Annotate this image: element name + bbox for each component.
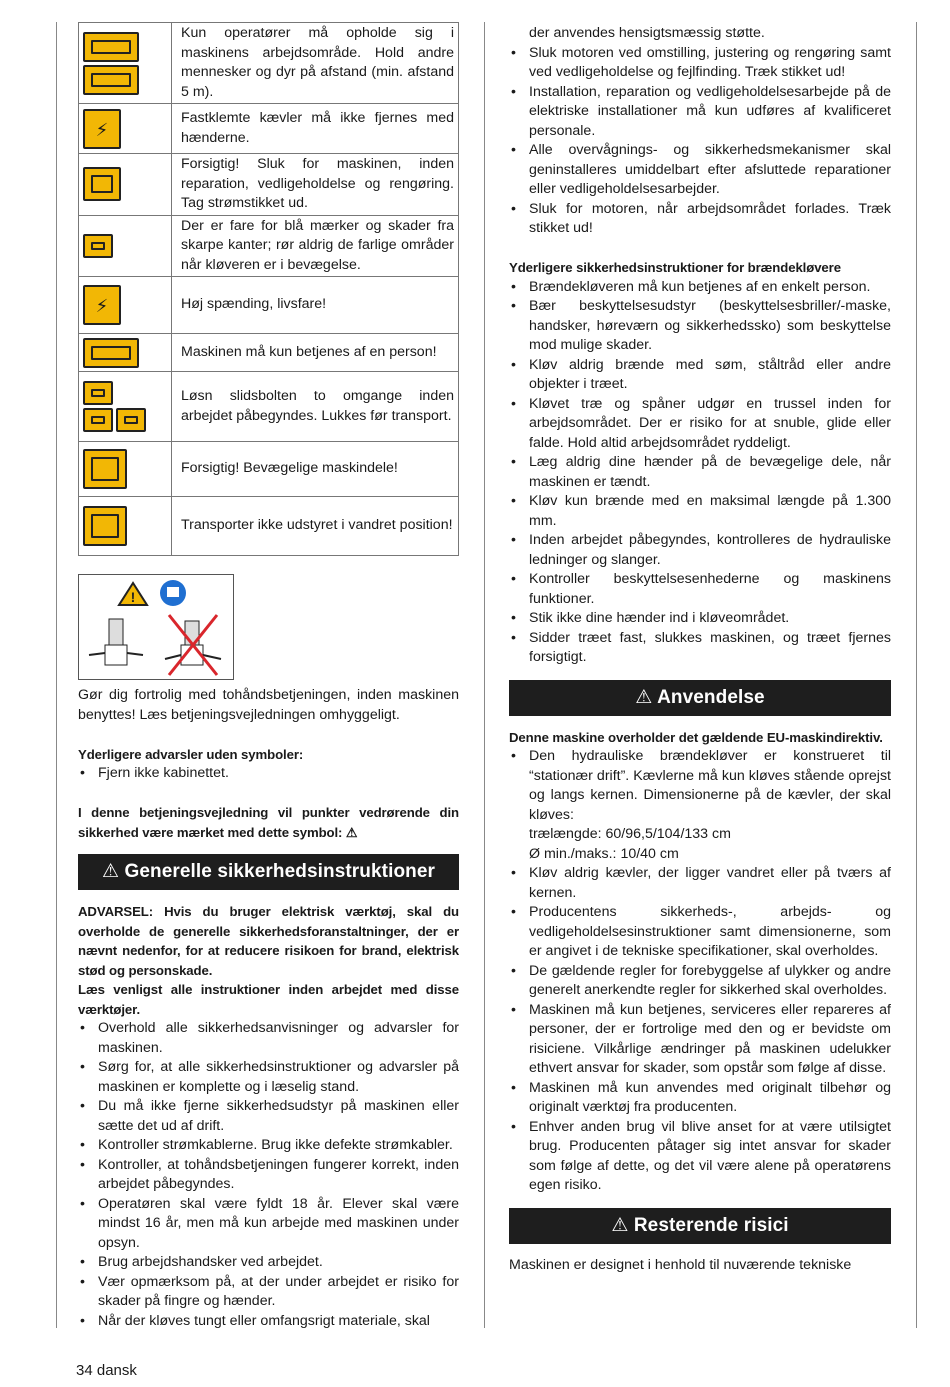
symbol-text: Løsn slidsbolten to omgange inden arbejdet påbegyndes. Lukkes før transport. <box>172 372 459 442</box>
sharp-edges-icon <box>83 234 113 258</box>
svg-text:!: ! <box>130 589 136 605</box>
symbol-text: Der er fare for blå mærker og skader fra skarpe kanter; rør aldrig de farlige områder når kløveren er i bevægelse. <box>172 215 459 277</box>
transport-position-icon <box>83 506 127 546</box>
general-safety-bar: ⚠ Generelle sikkerhedsinstruktioner <box>78 854 459 890</box>
list-item: • Kløv kun brænde med en maksimal længde på 1.300 mm. <box>509 492 891 531</box>
general-safety-list-continued <box>509 44 891 239</box>
table-row <box>79 372 459 442</box>
log-diameter: Ø min./maks.: 10/40 cm <box>529 845 679 862</box>
extra-warnings-heading: Yderligere advarsler uden symboler: <box>78 746 304 762</box>
right-column <box>509 24 891 1275</box>
vent-screw-icon <box>83 408 113 432</box>
list-item: • Bær beskyttelsesudstyr (beskyttelsesbriller/-maske, handsker, høreværn og sikkerhedssko) som beskyttelse mod mulige skader. <box>509 297 891 356</box>
list-item: • Sørg for, at alle sikkerhedsinstruktioner og advarsler på maskinen er komplette og i læselig stand. <box>78 1058 459 1097</box>
splitter-heading: Yderligere sikkerhedsinstruktioner for brændekløvere <box>509 260 841 275</box>
two-hand-text: Gør dig fortrolig med tohåndsbetjeningen, inden maskinen benyttes! Læs betjeningsvejledningen omhyggeligt. <box>78 687 459 723</box>
table-row <box>79 104 459 154</box>
list-item: • Operatøren skal være fyldt 18 år. Elever skal være mindst 16 år, men må kun arbejde med maskinen under opsyn. <box>78 1195 459 1254</box>
residual-risks-bar: ⚠ Resterende risici <box>509 1208 891 1244</box>
list-item: • Du må ikke fjerne sikkerhedsudstyr på maskinen eller sætte det ud af drift. <box>78 1097 459 1136</box>
table-row <box>79 334 459 372</box>
left-column <box>78 22 459 1331</box>
use-bar: ⚠ Anvendelse <box>509 680 891 716</box>
list-item: • Sidder træet fast, slukkes maskinen, og træet fjernes forsigtigt. <box>509 629 891 668</box>
column-rule-middle <box>484 22 485 1328</box>
symbol-text: Forsigtig! Bevægelige maskindele! <box>172 442 459 497</box>
list-item <box>509 747 891 864</box>
list-item: • Alle overvågnings- og sikkerhedsmekanismer skal geninstalleres umiddelbart efter afsluttede reparationer eller vedligeholdelsesarbejder. <box>509 141 891 200</box>
use-list <box>509 747 891 1196</box>
list-item: • Vær opmærksom på, at der under arbejdet er risiko for skader på fingre og hænder. <box>78 1273 459 1312</box>
unplug-icon <box>83 167 121 201</box>
table-row <box>79 154 459 216</box>
symbol-text: Forsigtig! Sluk for maskinen, inden reparation, vedligeholdelse og rengøring. Tag strømstikket ud. <box>172 154 459 216</box>
table-row <box>79 497 459 556</box>
keep-distance-icon <box>83 65 139 95</box>
list-item: • Installation, reparation og vedligeholdelsesarbejde på de elektriske installationer må kun udføres af kvalificeret personale. <box>509 83 891 142</box>
use-heading: Denne maskine overholder det gældende EU-maskindirektiv. <box>509 729 883 745</box>
column-rule-left <box>56 22 57 1328</box>
list-item: • Når der kløves tungt eller omfangsrigt materiale, skal <box>78 1312 459 1332</box>
list-item-text: Den hydrauliske brændekløver er konstrueret til “stationær drift”. Kævlerne må kun kløves stående oprejst og langs kernen. Dimensionerne på de kævler, der skal kløves: <box>529 748 891 823</box>
splitter-safety-list <box>509 278 891 668</box>
list-item: • Fjern ikke kabinettet. <box>78 764 459 784</box>
high-voltage-icon <box>83 285 121 325</box>
list-item: • Brændekløveren må kun betjenes af en enkelt person. <box>509 278 891 298</box>
list-item: • Enhver anden brug vil blive anset for at være utilsigtet brug. Producenten påtager sig intet ansvar for skader som følge af dette, og det vil være alene på operatørens egen risiko. <box>509 1118 891 1196</box>
symbol-text: Høj spænding, livsfare! <box>172 277 459 334</box>
symbol-text: Kun operatører må opholde sig i maskinens arbejdsområde. Hold andre mennesker og dyr på afstand (min. afstand 5 m). <box>172 23 459 104</box>
moving-parts-icon <box>83 449 127 489</box>
log-length: trælængde: 60/96,5/104/133 cm <box>529 826 731 842</box>
column-rule-right <box>916 22 917 1328</box>
warning-paragraph: ADVARSEL: Hvis du bruger elektrisk værktøj, skal du overholde de generelle sikkerhedsforanstaltninger, der er nævnt nedenfor, for at reducere risikoen for brand, elektrisk stød og personskade. <box>78 904 459 978</box>
list-item: • Stik ikke dine hænder ind i kløveområdet. <box>509 609 891 629</box>
list-item: • Sluk for motoren, når arbejdsområdet forlades. Træk stikket ud! <box>509 200 891 239</box>
continued-text: der anvendes hensigtsmæssig støtte. <box>529 25 765 41</box>
list-item: • De gældende regler for forebyggelse af ulykker og andre generelt anerkendte regler for sikkerhed skal overholdes. <box>509 962 891 1001</box>
list-item: • Maskinen må kun betjenes, serviceres eller repareres af personer, der er fortrolige med den og er bevidste om risiciene. Vilkårlige ændringer på maskinen udelukker ethvert ansvar for skader, som opstår som følge af disse. <box>509 1001 891 1079</box>
read-instructions-paragraph: Læs venligst alle instruktioner inden arbejdet med disse værktøjer. <box>78 982 459 1017</box>
list-item: • Kontroller, at tohåndsbetjeningen fungerer korrekt, inden arbejdet påbegyndes. <box>78 1156 459 1195</box>
list-item: • Kontroller beskyttelsesenhederne og maskinens funktioner. <box>509 570 891 609</box>
vent-screw-icon <box>116 408 146 432</box>
general-safety-list <box>78 1019 459 1331</box>
list-item: • Inden arbejdet påbegyndes, kontrolleres de hydrauliske ledninger og slanger. <box>509 531 891 570</box>
keep-distance-icon <box>83 32 139 62</box>
vent-screw-icon <box>83 381 113 405</box>
extra-warnings-list <box>78 764 459 784</box>
symbol-table <box>78 22 459 556</box>
list-item: • Producentens sikkerheds-, arbejds- og vedligeholdelsesinstruktioner samt dimensionerne, som er angivet i de tekniske specifikationer, skal overholdes. <box>509 903 891 962</box>
table-row <box>79 442 459 497</box>
list-item: • Sluk motoren ved omstilling, justering og rengøring samt ved vedligeholdelse og fejlfinding. Træk stikket ud! <box>509 44 891 83</box>
page-footer: 34 dansk <box>76 1362 137 1379</box>
list-item: • Kløv aldrig kævler, der ligger vandret eller på tværs af kernen. <box>509 864 891 903</box>
two-hand-operation-icon <box>79 575 233 679</box>
symbol-text: Transporter ikke udstyret i vandret position! <box>172 497 459 556</box>
table-row <box>79 277 459 334</box>
symbol-text: Maskinen må kun betjenes af en person! <box>172 334 459 372</box>
list-item: • Læg aldrig dine hænder på de bevægelige dele, når maskinen er tændt. <box>509 453 891 492</box>
marked-symbol-heading: I denne betjeningsvejledning vil punkter vedrørende din sikkerhed være mærket med dette symbol: ⚠ <box>78 805 459 840</box>
two-hand-operation-illustration <box>78 574 234 680</box>
list-item: • Overhold alle sikkerhedsanvisninger og advarsler for maskinen. <box>78 1019 459 1058</box>
list-item: • Brug arbejdshandsker ved arbejdet. <box>78 1253 459 1273</box>
list-item: • Kløvet træ og spåner udgør en trussel inden for arbejdsområdet. Der er risiko for at snuble, glide eller falde. Hold altid arbejdsområdet ryddeligt. <box>509 395 891 454</box>
residual-text: Maskinen er designet i henhold til nuværende tekniske <box>509 1256 852 1273</box>
list-item: • Kontroller strømkablerne. Brug ikke defekte strømkabler. <box>78 1136 459 1156</box>
table-row <box>79 215 459 277</box>
single-operator-icon <box>83 338 139 368</box>
jammed-log-icon <box>83 109 121 149</box>
table-row <box>79 23 459 104</box>
list-item: • Kløv aldrig brænde med søm, ståltråd eller andre objekter i træet. <box>509 356 891 395</box>
list-item: • Maskinen må kun anvendes med originalt tilbehør og originalt værktøj fra producenten. <box>509 1079 891 1118</box>
symbol-text: Fastklemte kævler må ikke fjernes med hænderne. <box>172 104 459 154</box>
